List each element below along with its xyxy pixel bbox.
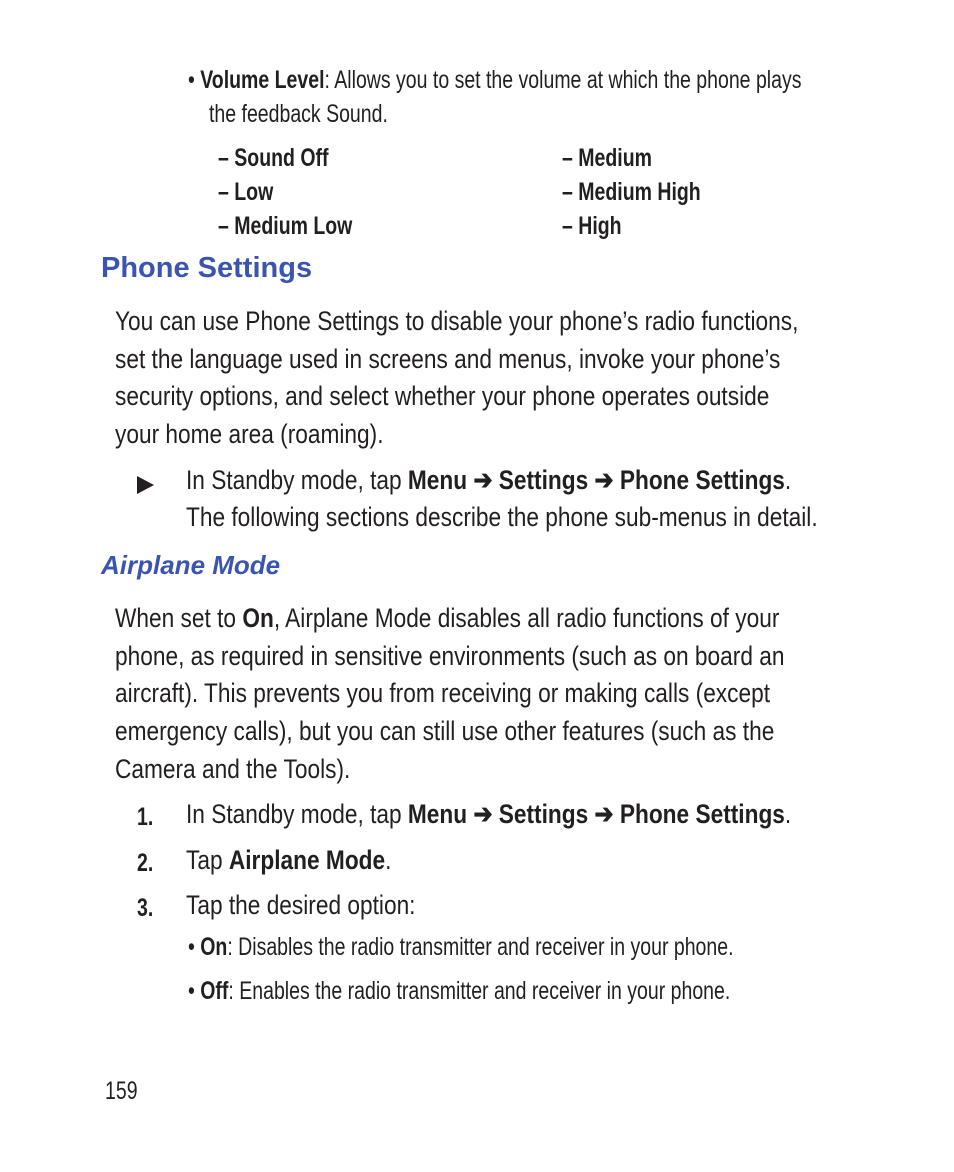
option-off: • Off: Enables the radio transmitter and receiver in your phone. (188, 977, 731, 1005)
paragraph-line: When set to On, Airplane Mode disables all radio functions of your (115, 603, 780, 633)
instruction: In Standby mode, tap Menu ➔ Settings ➔ Phone Settings. (186, 465, 792, 495)
volume-level-item: • Volume Level: Allows you to set the volume at which the phone plays (188, 66, 802, 94)
paragraph-line: aircraft). This prevents you from receiving or making calls (except (115, 678, 771, 708)
instruction: The following sections describe the phone sub-menus in detail. (186, 502, 818, 532)
paragraph-line: your home area (roaming). (115, 419, 384, 449)
step-number: 3. (137, 894, 154, 922)
option-on: • On: Disables the radio transmitter and receiver in your phone. (188, 933, 734, 961)
term: Volume Level (200, 66, 325, 94)
option: – Medium Low (218, 212, 353, 240)
desc: : Allows you to set the volume at which the phone plays (324, 66, 802, 94)
paragraph-line: security options, and select whether your phone operates outside (115, 381, 770, 411)
paragraph-line: phone, as required in sensitive environments (such as on board an (115, 641, 785, 671)
option: – Sound Off (218, 144, 329, 172)
option: – Medium High (562, 178, 701, 206)
step-number: 1. (137, 803, 154, 831)
page-number: 159 (105, 1077, 138, 1105)
step-number: 2. (137, 849, 154, 877)
subsection-heading: Airplane Mode (101, 550, 281, 580)
desc: the feedback Sound. (209, 100, 388, 128)
option: – Medium (562, 144, 652, 172)
paragraph-line: You can use Phone Settings to disable your phone’s radio functions, (115, 306, 799, 336)
bullet-triangle-icon (137, 476, 154, 494)
section-heading: Phone Settings (101, 252, 313, 284)
step: Tap the desired option: (186, 890, 416, 920)
paragraph-line: set the language used in screens and menus, invoke your phone’s (115, 344, 781, 374)
option: – High (562, 212, 622, 240)
paragraph-line: Camera and the Tools). (115, 754, 351, 784)
option: – Low (218, 178, 274, 206)
step: Tap Airplane Mode. (186, 845, 392, 875)
step: In Standby mode, tap Menu ➔ Settings ➔ Phone Settings. (186, 799, 792, 829)
paragraph-line: emergency calls), but you can still use other features (such as the (115, 716, 775, 746)
